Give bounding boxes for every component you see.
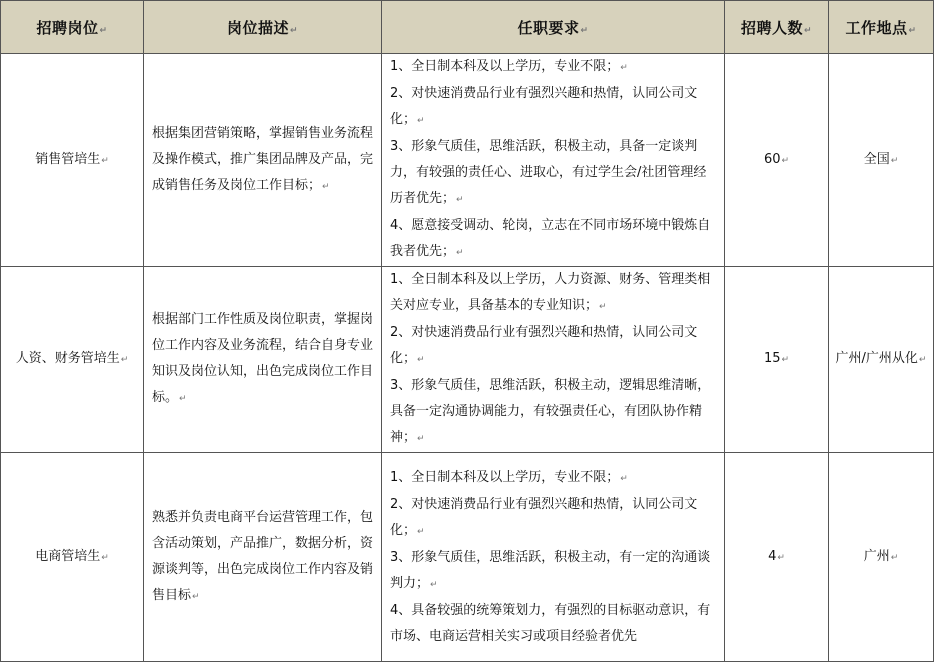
return-mark-icon: ↵ bbox=[430, 579, 438, 590]
header-description: 岗位描述↵ bbox=[144, 1, 382, 54]
return-mark-icon: ↵ bbox=[289, 25, 299, 36]
requirement-item: 4、具备较强的统筹策划力，有强烈的目标驱动意识，有市场、电商运营相关实习或项目经验者优先 bbox=[390, 602, 711, 644]
requirement-item: 2、对快速消费品行业有强烈兴趣和热情，认同公司文化；↵ bbox=[390, 325, 698, 366]
requirement-item: 3、形象气质佳，思维活跃，积极主动，有一定的沟通谈判力；↵ bbox=[390, 549, 711, 591]
count-cell: 60↵ bbox=[725, 54, 829, 267]
return-mark-icon: ↵ bbox=[620, 63, 628, 73]
table-header bbox=[1, 1, 934, 54]
return-mark-icon: ↵ bbox=[101, 552, 109, 563]
return-mark-icon: ↵ bbox=[803, 25, 813, 36]
description-cell: 根据部门工作性质及岗位职责，掌握岗位工作内容及业务流程，结合自身专业知识及岗位认知，出色完成岗位工作目标。↵ bbox=[144, 267, 382, 453]
position-cell: 电商管培生↵ bbox=[1, 453, 144, 662]
header-position: 招聘岗位↵ bbox=[1, 1, 144, 54]
return-mark-icon: ↵ bbox=[101, 155, 109, 166]
header-row bbox=[1, 1, 934, 54]
requirements-cell bbox=[382, 54, 725, 267]
table-row-ecommerce bbox=[1, 453, 934, 662]
requirements-cell bbox=[382, 267, 725, 453]
table-row-sales bbox=[1, 54, 934, 267]
return-mark-icon: ↵ bbox=[417, 526, 425, 537]
return-mark-icon: ↵ bbox=[322, 181, 330, 192]
return-mark-icon: ↵ bbox=[890, 155, 899, 166]
return-mark-icon: ↵ bbox=[908, 25, 917, 36]
location-cell: 全国↵ bbox=[829, 54, 934, 267]
requirement-item: 1、全日制本科及以上学历，人力资源、财务、管理类相关对应专业，具备基本的专业知识；↵ bbox=[390, 272, 711, 313]
return-mark-icon: ↵ bbox=[456, 195, 464, 205]
return-mark-icon: ↵ bbox=[417, 116, 425, 126]
requirement-item: 3、形象气质佳，思维活跃，积极主动，逻辑思维清晰，具备一定沟通协调能力，有较强责任心，有团队协作精神；↵ bbox=[390, 378, 711, 445]
return-mark-icon: ↵ bbox=[120, 355, 129, 365]
requirement-item: 4、愿意接受调动、轮岗，立志在不同市场环境中锻炼自我者优先；↵ bbox=[390, 218, 711, 259]
header-requirements: 任职要求↵ bbox=[382, 1, 725, 54]
return-mark-icon: ↵ bbox=[417, 434, 425, 444]
requirement-item: 1、全日制本科及以上学历，专业不限；↵ bbox=[390, 59, 628, 74]
table-row-hr-finance bbox=[1, 267, 934, 453]
return-mark-icon: ↵ bbox=[781, 155, 790, 166]
requirement-item: 3、形象气质佳，思维活跃，积极主动，具备一定谈判力，有较强的责任心、进取心，有过学生会/社团管理经历者优先；↵ bbox=[390, 139, 707, 206]
requirement-item: 2、对快速消费品行业有强烈兴趣和热情，认同公司文化；↵ bbox=[390, 496, 698, 538]
position-cell: 销售管培生↵ bbox=[1, 54, 144, 267]
return-mark-icon: ↵ bbox=[918, 355, 927, 365]
return-mark-icon: ↵ bbox=[580, 25, 589, 36]
return-mark-icon: ↵ bbox=[599, 302, 607, 312]
requirement-item: 2、对快速消费品行业有强烈兴趣和热情，认同公司文化；↵ bbox=[390, 86, 698, 127]
return-mark-icon: ↵ bbox=[99, 25, 108, 36]
header-count: 招聘人数↵ bbox=[725, 1, 829, 54]
return-mark-icon: ↵ bbox=[179, 394, 187, 404]
count-cell: 15↵ bbox=[725, 267, 829, 453]
return-mark-icon: ↵ bbox=[620, 473, 628, 484]
count-cell: 4↵ bbox=[725, 453, 829, 662]
location-cell: 广州/广州从化↵ bbox=[829, 267, 934, 453]
description-cell: 熟悉并负责电商平台运营管理工作，包含活动策划，产品推广，数据分析，资源谈判等，出色完成岗位工作内容及销售目标↵ bbox=[144, 453, 382, 662]
return-mark-icon: ↵ bbox=[890, 552, 899, 563]
return-mark-icon: ↵ bbox=[777, 552, 785, 563]
header-location: 工作地点↵ bbox=[829, 1, 934, 54]
description-cell: 根据集团营销策略，掌握销售业务流程及操作模式，推广集团品牌及产品，完成销售任务及岗位工作目标；↵ bbox=[144, 54, 382, 267]
location-cell: 广州↵ bbox=[829, 453, 934, 662]
return-mark-icon: ↵ bbox=[456, 248, 464, 258]
position-cell: 人资、财务管培生↵ bbox=[1, 267, 144, 453]
return-mark-icon: ↵ bbox=[192, 591, 200, 602]
return-mark-icon: ↵ bbox=[781, 355, 790, 365]
return-mark-icon: ↵ bbox=[417, 355, 425, 365]
requirement-item: 1、全日制本科及以上学历，专业不限；↵ bbox=[390, 469, 628, 485]
requirements-cell bbox=[382, 453, 725, 662]
